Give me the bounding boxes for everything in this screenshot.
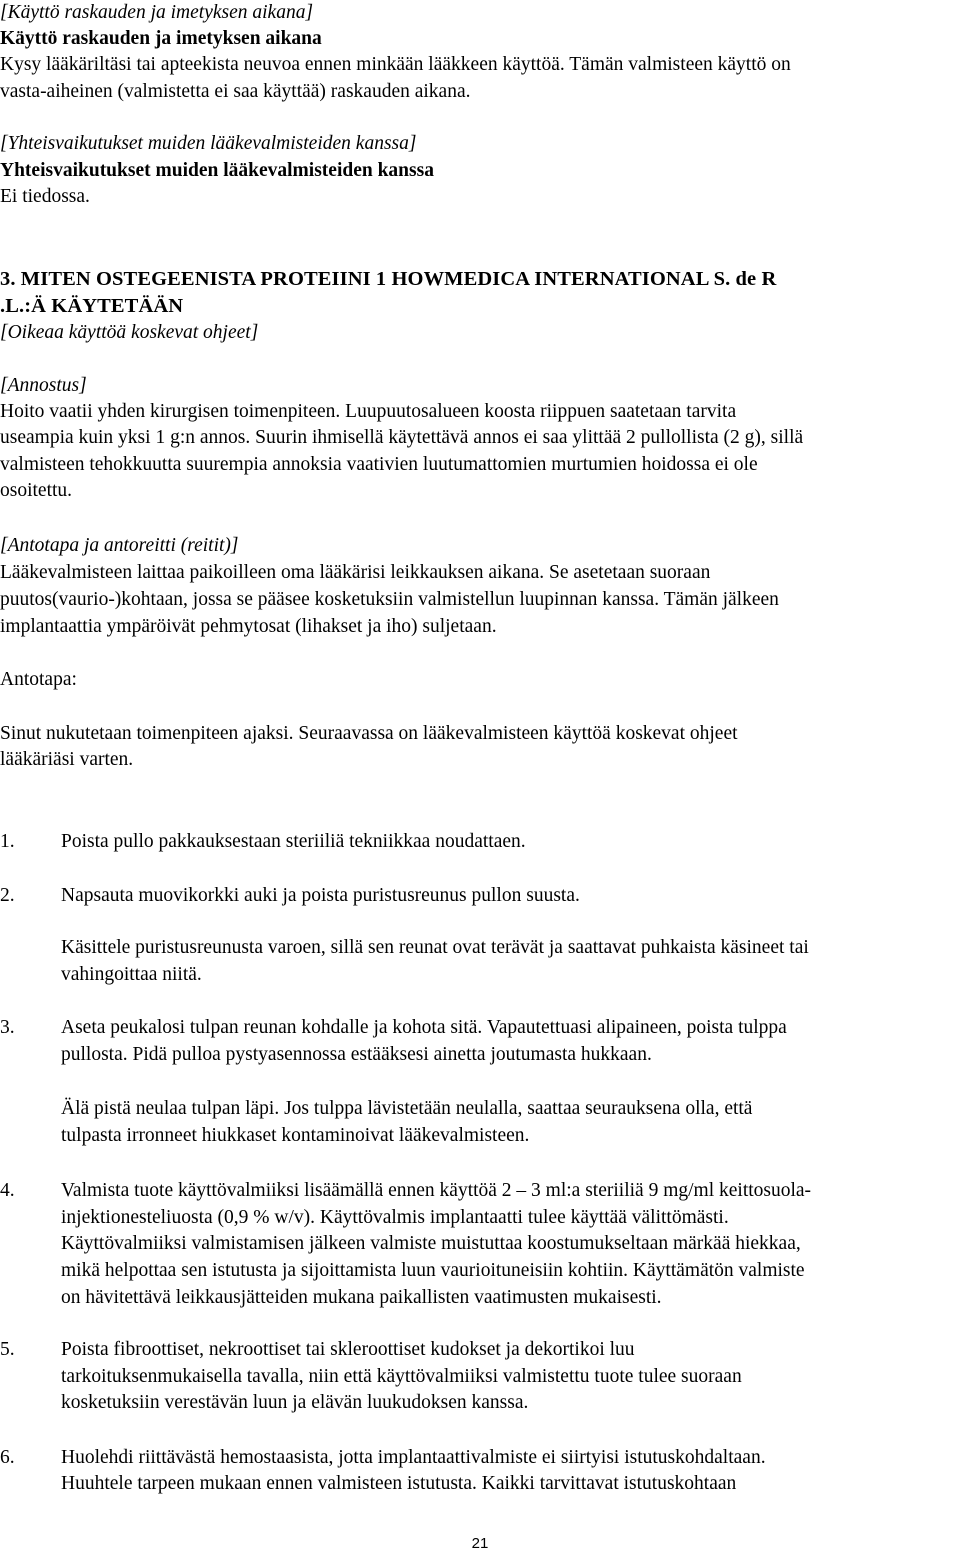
pregnancy-line-1: Kysy lääkäriltäsi tai apteekista neuvoa ennen minkään lääkkeen käyttöä. Tämän valmisteen käyttö on <box>0 54 791 75</box>
section-3-title-line-1: 3. MITEN OSTEGEENISTA PROTEIINI 1 HOWMEDICA INTERNATIONAL S. de R <box>0 268 777 290</box>
step-text: mikä helpottaa sen istutusta ja sijoittamista luun vaurioituneisiin kohtiin. Käyttämätön valmiste <box>61 1260 805 1281</box>
step-text: Aseta peukalosi tulpan reunan kohdalle ja kohota sitä. Vapautettuasi alipaineen, poista tulppa <box>61 1017 787 1038</box>
step-text: Käyttövalmiiksi valmistamisen jälkeen valmiste muistuttaa koostumukseltaan märkää hiekkaa, <box>61 1233 801 1254</box>
step-text: on hävitettävä leikkausjätteiden mukana paikallisten vaatimusten mukaisesti. <box>61 1287 662 1308</box>
pregnancy-tag: [Käyttö raskauden ja imetyksen aikana] <box>0 2 314 23</box>
step-number: 1. <box>0 831 15 852</box>
administration-line-2: puutos(vaurio-)kohtaan, jossa se pääsee kosketuksiin valmistellun luupinnan kanssa. Tämän jälkeen <box>0 589 779 610</box>
interactions-text: Ei tiedossa. <box>0 186 90 207</box>
step-number: 5. <box>0 1339 15 1360</box>
administration-line-1: Lääkevalmisteen laittaa paikoilleen oma lääkärisi leikkauksen aikana. Se asetetaan suoraan <box>0 562 711 583</box>
interactions-tag: [Yhteisvaikutukset muiden lääkevalmisteiden kanssa] <box>0 133 417 154</box>
step-text: injektionesteliuosta (0,9 % w/v). Käyttövalmis implantaatti tulee käyttää välittömästi. <box>61 1207 729 1228</box>
step-text: Poista fibroottiset, nekroottiset tai skleroottiset kudokset ja dekortikoi luu <box>61 1339 635 1360</box>
step-text: Napsauta muovikorkki auki ja poista puristusreunus pullon suusta. <box>61 885 580 906</box>
note-line-2: vahingoittaa niitä. <box>61 964 202 985</box>
note-line-1: Käsittele puristusreunusta varoen, sillä sen reunat ovat terävät ja saattavat puhkaista käsineet tai <box>61 937 809 958</box>
step-text: Huuhtele tarpeen mukaan ennen valmisteen istutusta. Kaikki tarvittavat istutuskohtaan <box>61 1473 737 1494</box>
note-line-2: tulpasta irronneet hiukkaset kontaminoivat lääkevalmisteen. <box>61 1125 530 1146</box>
step-number: 6. <box>0 1447 15 1468</box>
administration-line-3: implantaattia ympäröivät pehmytosat (lihakset ja iho) suljetaan. <box>0 616 497 637</box>
dosage-line-4: osoitettu. <box>0 480 73 501</box>
step-text: Poista pullo pakkauksestaan steriiliä tekniikkaa noudattaen. <box>61 831 526 852</box>
page-number: 21 <box>471 1535 489 1552</box>
step-number: 3. <box>0 1017 15 1038</box>
pregnancy-heading: Käyttö raskauden ja imetyksen aikana <box>0 28 322 49</box>
interactions-heading: Yhteisvaikutukset muiden lääkevalmisteiden kanssa <box>0 160 434 181</box>
antotapa-intro-line-1: Sinut nukutetaan toimenpiteen ajaksi. Seuraavassa on lääkevalmisteen käyttöä koskevat ohjeet <box>0 723 738 744</box>
step-text: Valmista tuote käyttövalmiiksi lisäämällä ennen käyttöä 2 – 3 ml:a steriiliä 9 mg/ml keittosuola- <box>61 1180 812 1201</box>
step-number: 4. <box>0 1180 15 1201</box>
antotapa-label: Antotapa: <box>0 669 77 690</box>
dosage-line-2: useampia kuin yksi 1 g:n annos. Suurin ihmisellä käytettävä annos ei saa ylittää 2 pullollista (2 g), sillä <box>0 427 804 448</box>
administration-tag: [Antotapa ja antoreitti (reitit)] <box>0 535 239 556</box>
pregnancy-line-2: vasta-aiheinen (valmistetta ei saa käyttää) raskauden aikana. <box>0 81 471 102</box>
step-text: pullosta. Pidä pulloa pystyasennossa estääksesi ainetta joutumasta hukkaan. <box>61 1044 652 1065</box>
dosage-line-1: Hoito vaatii yhden kirurgisen toimenpiteen. Luupuutosalueen koosta riippuen saatetaan tarvita <box>0 401 737 422</box>
step-text: tarkoituksenmukaisella tavalla, niin että käyttövalmiiksi valmistettu tuote tulee suoraan <box>61 1366 742 1387</box>
note-line-1: Älä pistä neulaa tulpan läpi. Jos tulppa lävistetään neulalla, saattaa seurauksena olla, että <box>61 1098 753 1119</box>
dosage-tag: [Annostus] <box>0 375 87 396</box>
section-3-title-line-2: .L.:Ä KÄYTETÄÄN <box>0 295 184 317</box>
step-text: Huolehdi riittävästä hemostaasista, jotta implantaattivalmiste ei siirtyisi istutuskohdaltaan. <box>61 1447 766 1468</box>
step-text: kosketuksiin verestävän luun ja elävän luukudoksen kanssa. <box>61 1392 529 1413</box>
dosage-line-3: valmisteen tehokkuutta suurempia annoksia vaativien luutumattomien murtumien hoidossa ei ole <box>0 454 758 475</box>
antotapa-intro-line-2: lääkäriäsi varten. <box>0 749 134 770</box>
section-3-tag: [Oikeaa käyttöä koskevat ohjeet] <box>0 322 259 343</box>
step-number: 2. <box>0 885 15 906</box>
